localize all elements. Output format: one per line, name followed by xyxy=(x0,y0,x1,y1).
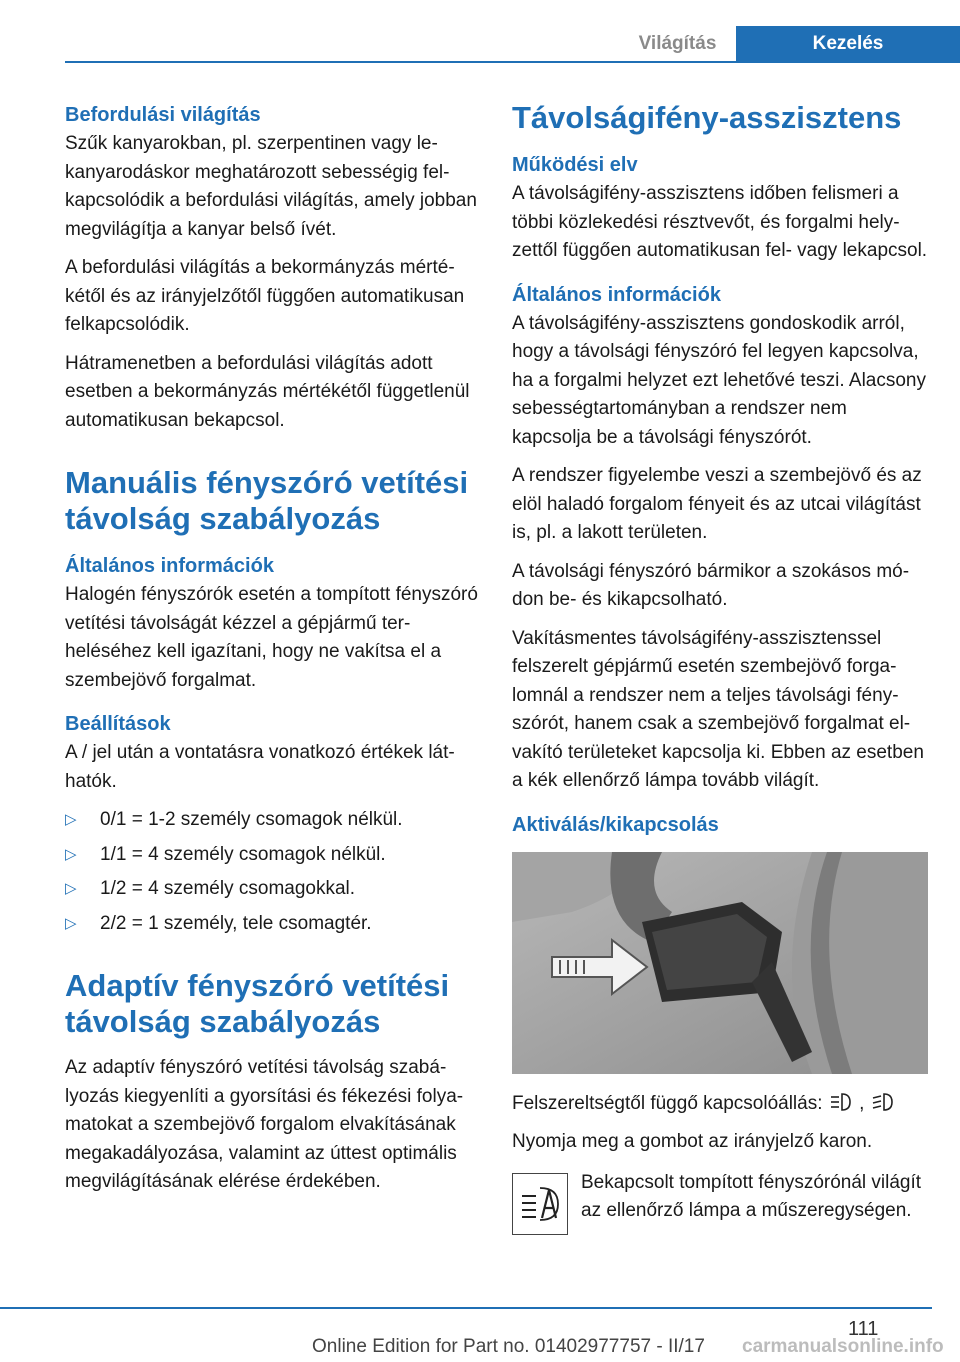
info-paragraph-1: A távolságifény-asszisztens gondoskodik arról, hogy a távolsági fényszóró fel legyen kapcsolva, ha a forgalmi helyzet ezt lehetővé teszi. Alacsony sebességtartományban a rendszer nem kapcsolja be a távolsági fényszórót. xyxy=(512,312,927,448)
left-column xyxy=(65,100,480,1207)
triangle-bullet-icon: ▷ xyxy=(65,845,77,863)
switch-separator: , xyxy=(859,1092,865,1114)
info-paragraph-2: A rendszer figyelembe veszi a szembejövő és az elöl haladó forgalom fényeit és az utcai világítást is, pl. a lakott területen. xyxy=(512,465,922,543)
triangle-bullet-icon: ▷ xyxy=(65,880,77,897)
header-chapter-tab: Kezelés xyxy=(736,26,960,61)
footer-rule xyxy=(0,1307,932,1309)
high-beam-assist-indicator-icon xyxy=(512,1173,568,1235)
principle-paragraph: A távolságifény-asszisztens időben felismeri a többi közlekedési résztvevőt, és forgalmi helyzettől függően automatikusan fel- vagy lekapcsol. xyxy=(512,183,928,261)
list-item: ▷ 1/1 = 4 személy csomagok nélkül. xyxy=(65,841,480,870)
triangle-bullet-icon: ▷ xyxy=(65,811,77,828)
header-section-tab: Világítás xyxy=(638,32,717,54)
adaptive-headlight-range-heading: Adaptív fényszóró vetítési távolság szabályozás xyxy=(65,968,450,1039)
cornering-light-paragraph-3: Hátramenetben a befordulási világítás adott esetben a bekormányzás mértékétől függetlenül automatikusan bekapcsol. xyxy=(65,352,470,431)
turn-signal-stalk-photo xyxy=(512,852,928,1074)
press-button-paragraph: Nyomja meg a gombot az irányjelző karon. xyxy=(512,1131,873,1152)
info-paragraph-4: Vakításmentes távolságifény-asszisztenssel felszerelt gépjármű esetén szembejövő forgalomnál a rendszer nem a teljes távolsági fényszórót, hanem csak a szembejövő forgalmat elvakító területeket kapcsolja ki. Ebben az esetben a kék ellenőrző lámpa tovább világít. xyxy=(512,627,924,791)
settings-list xyxy=(65,806,480,938)
list-item: ▷ 2/2 = 1 személy, tele csomagtér. xyxy=(65,910,480,939)
settings-paragraph: A / jel után a vontatásra vonatkozó értékek láthatók. xyxy=(65,742,455,792)
list-item: ▷ 1/2 = 4 személy csomagokkal. xyxy=(65,875,480,904)
settings-heading: Beállítások xyxy=(65,713,171,735)
edition-line: Online Edition for Part no. 01402977757 - II/17 xyxy=(312,1336,705,1357)
header-rule xyxy=(65,61,960,63)
high-beam-assistant-heading: Távolságifény-asszisztens xyxy=(512,100,902,135)
cornering-light-heading: Befordulási világítás xyxy=(65,104,261,126)
callout-text: Bekapcsolt tompított fényszórónál világít az ellenőrző lámpa a műszeregységen. xyxy=(581,1171,922,1221)
indicator-callout xyxy=(512,1169,930,1235)
right-column xyxy=(512,100,930,1235)
info-paragraph-3: A távolsági fényszóró bármikor a szokásos módon be- és kikapcsolható. xyxy=(512,560,910,610)
manual-headlight-range-heading: Manuális fényszóró vetítési távolság szabályozás xyxy=(65,465,469,536)
principle-heading: Működési elv xyxy=(512,154,638,176)
watermark: carmanualsonline.info xyxy=(742,1336,944,1357)
switch-position-line xyxy=(512,1090,930,1119)
cornering-light-paragraph-1: Szűk kanyarokban, pl. szerpentinen vagy lekanyarodáskor meghatározott sebességig felkapcsolódik a befordulási világítás, amely jobban megvilágítja a kanyar belső ívét. xyxy=(65,133,477,240)
manual-info-heading: Általános információk xyxy=(65,555,274,577)
general-info-heading: Általános információk xyxy=(512,283,721,306)
triangle-bullet-icon: ▷ xyxy=(65,914,77,932)
list-item: ▷ 0/1 = 1-2 személy csomagok nélkül. xyxy=(65,806,480,835)
high-beam-assist-alt-icon xyxy=(870,1091,896,1113)
page-number: 111 xyxy=(848,1318,879,1340)
cornering-light-paragraph-2: A befordulási világítás a bekormányzás mértékétől és az irányjelzőtől függően automatikusan felkapcsolódik. xyxy=(65,257,465,335)
switch-position-label: Felszereltségtől függő kapcsolóállás: xyxy=(512,1092,823,1114)
activation-heading: Aktiválás/kikapcsolás xyxy=(512,813,719,836)
manual-info-paragraph: Halogén fényszórók esetén a tompított fényszóró vetítési távolságát kézzel a gépjármű terheléséhez kell igazítani, hogy ne vakítsa el a szembejövő forgalmat. xyxy=(65,584,478,691)
high-beam-assist-icon xyxy=(828,1091,854,1113)
adaptive-paragraph: Az adaptív fényszóró vetítési távolság szabályozás kiegyenlíti a gyorsítási és fékezési folyamatokat a szembejövő forgalom elvakításának megakadályozása, valamint az úttest optimális megvilágításának elérése érdekében. xyxy=(65,1057,464,1192)
